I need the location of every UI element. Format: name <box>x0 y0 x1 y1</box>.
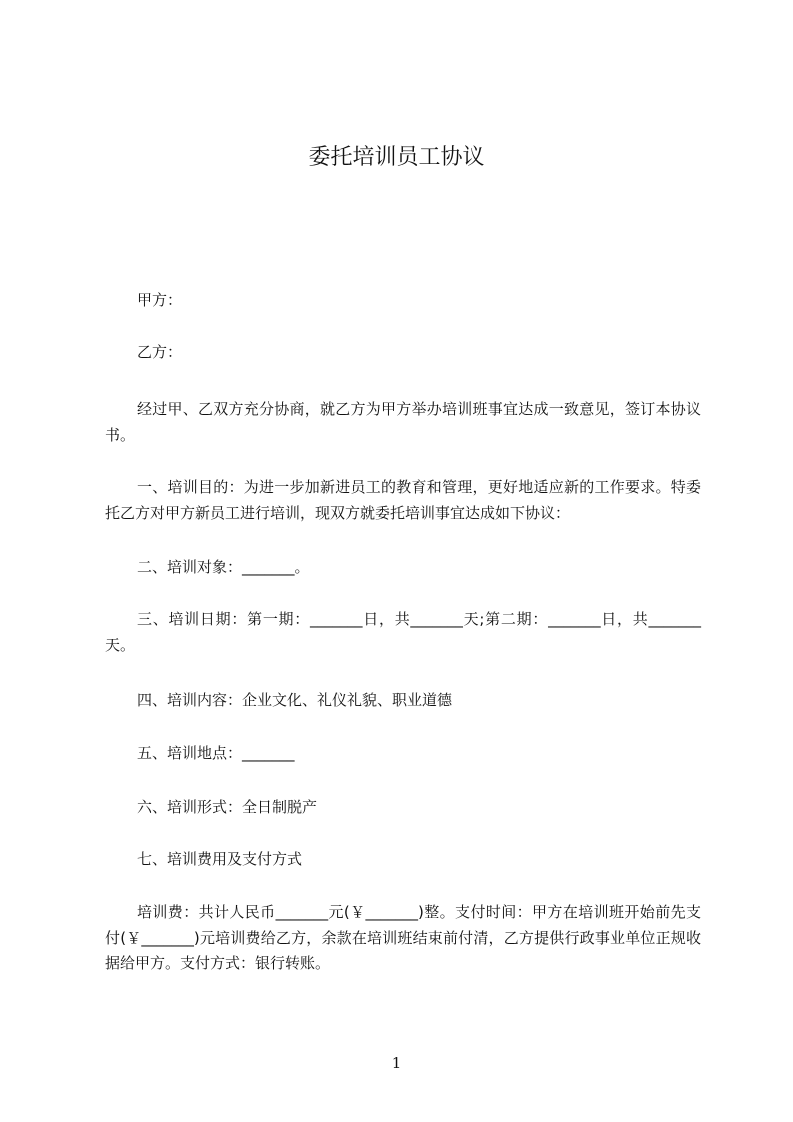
clause-content: 四、培训内容：企业文化、礼仪礼貌、职业道德 <box>137 691 453 709</box>
party-b: 乙方： <box>137 343 183 361</box>
document-title: 委托培训员工协议 <box>308 145 485 170</box>
clause-target: 二、培训对象：_______。 <box>137 558 310 576</box>
preamble: 经过甲、乙双方充分协商，就乙方为甲方举办培训班事宜达成一致意见，签订本协议书。 <box>105 400 701 444</box>
party-a: 甲方： <box>137 291 183 309</box>
clause-dates: 三、培训日期：第一期：_______日，共_______天;第二期：_______日，共_______天。 <box>105 610 701 654</box>
clause-fees-detail: 培训费：共计人民币_______元(￥_______)整。支付时间：甲方在培训班开始前先支付(￥_______)元培训费给乙方，余款在培训班结束前付清，乙方提供行政事业单位正规收据给甲方。支付方式：银行转账。 <box>105 903 701 972</box>
clause-format: 六、培训形式：全日制脱产 <box>137 798 318 816</box>
clause-location: 五、培训地点：_______ <box>137 744 295 762</box>
page-number: 1 <box>391 1054 402 1072</box>
clause-purpose: 一、培训目的：为进一步加新进员工的教育和管理，更好地适应新的工作要求。特委托乙方对甲方新员工进行培训，现双方就委托培训事宜达成如下协议： <box>105 478 701 522</box>
clause-fees-heading: 七、培训费用及支付方式 <box>137 850 303 868</box>
